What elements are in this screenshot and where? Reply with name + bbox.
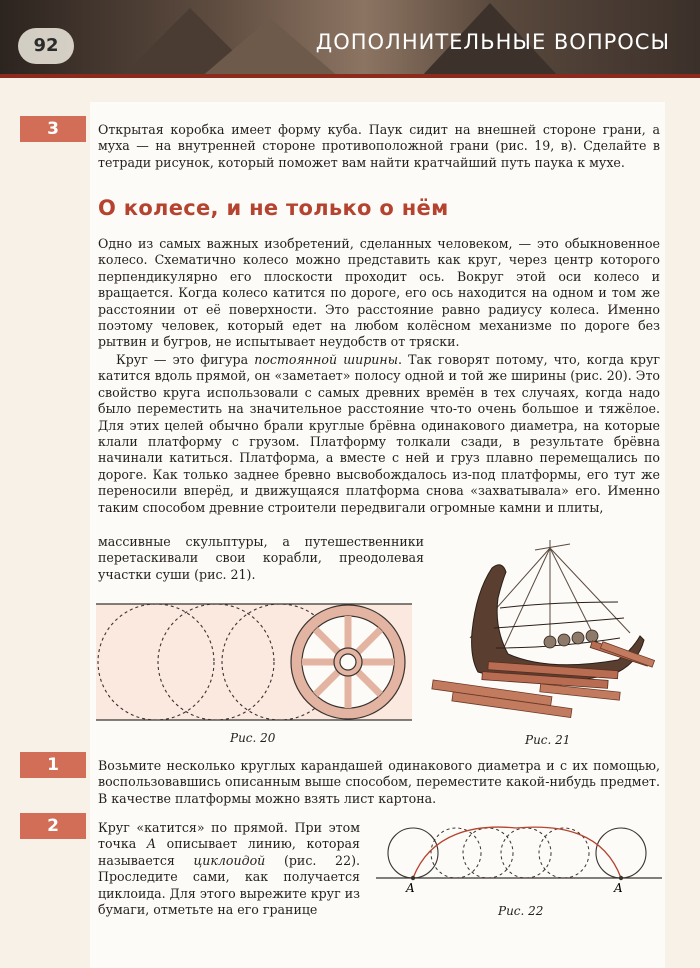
figure-20-caption: Рис. 20 bbox=[230, 731, 276, 745]
header-title: ДОПОЛНИТЕЛЬНЫЕ ВОПРОСЫ bbox=[315, 30, 670, 54]
task-3-text bbox=[98, 122, 660, 171]
task-badge-3: 3 bbox=[20, 116, 86, 142]
task-badge-2: 2 bbox=[20, 813, 86, 839]
point-a-end bbox=[619, 876, 623, 880]
task-1-text bbox=[98, 758, 660, 807]
task-2-paragraph bbox=[98, 820, 360, 918]
paragraph-1 bbox=[98, 236, 660, 351]
task-2-part-c: (рис. 22). Проследите сами, как получается циклоида. Для этого вырежите круг из бумаги, отметьте на его границе bbox=[98, 852, 360, 918]
paragraph-2-narrow bbox=[98, 534, 424, 583]
paragraph-2-start: Круг — это фигура bbox=[116, 352, 255, 367]
task-2-part-a: Круг «катится» по прямой. При этом точка bbox=[98, 820, 360, 852]
task-2-text bbox=[98, 820, 360, 918]
paragraph-2 bbox=[98, 352, 660, 516]
cycloid-circle-dashed bbox=[501, 828, 551, 878]
figure-22-caption: Рис. 22 bbox=[498, 904, 544, 918]
point-a-start bbox=[411, 876, 415, 880]
cycloid-curve bbox=[413, 827, 621, 878]
term-constant-width: постоянной ширины bbox=[254, 352, 398, 367]
paragraph-2-text bbox=[98, 352, 660, 516]
page-number: 92 bbox=[18, 28, 74, 64]
paragraph-2-body: . Так говорят потому, что, когда круг катится вдоль прямой, он «заметает» полосу одной и той же ширины (рис. 20). Это свойство круга использовали с самых древних времён в тех случаях, когда надо было переместить на значительное расстояние что-то очень большое и тяжёлое. Для этих целей обычно брали круглые брёвна одинакового диаметра, на которые клали платформу с грузом. Платформу толкали сзади, в результате брёвна начинали катиться. Платформа, а вместе с ней и груз плавно перемещались по дороге. Как только заднее бревно высвобождалось из-под платформы, его тут же переносили вперёд, и движущаяся платформа снова «захватывала» его. Именно таким способом древние строители передвигали огромные камни и плиты, bbox=[98, 352, 660, 515]
header-stripe bbox=[0, 74, 700, 78]
figure-20 bbox=[96, 596, 412, 728]
paragraph-2-narrow-text: массивные скульптуры, а путешественники перетаскивали свои корабли, преодолевая участки суши (рис. 21). bbox=[98, 534, 424, 582]
page-header bbox=[0, 0, 700, 78]
ship-shields bbox=[544, 630, 598, 648]
task-3-paragraph: Открытая коробка имеет форму куба. Паук сидит на внешней стороне грани, а муха — на внутренней стороне противоположной грани (рис. 19, в). Сделайте в тетради рисунок, который поможет вам найти кратчайший путь паука к мухе. bbox=[98, 122, 660, 170]
wheel bbox=[291, 605, 405, 719]
section-title: О колесе, и не только о нём bbox=[98, 196, 449, 220]
cycloid-circle-dashed bbox=[463, 828, 513, 878]
figure-22 bbox=[376, 818, 662, 902]
label-a-right: A bbox=[614, 881, 623, 895]
figure-21 bbox=[430, 538, 665, 728]
paragraph-1-text: Одно из самых важных изобретений, сделанных человеком, — это обыкновенное колесо. Схематично колесо можно представить как круг, через центр которого перпендикулярно его плоскости проходит ось. Вокруг этой оси колесо и вращается. Когда колесо катится по дороге, его ось находится на одном и том же расстоянии от её поверхности. Это расстояние равно радиусу колеса. Именно поэтому человек, который едет на любом колёсном механизме по дороге без рытвин и бугров, не испытывает неудобств от тряски. bbox=[98, 236, 660, 350]
figure-21-caption: Рис. 21 bbox=[525, 733, 571, 747]
task-2-part-b: описывает линию, которая называется bbox=[98, 836, 361, 868]
label-a-left: A bbox=[406, 881, 415, 895]
task-badge-1: 1 bbox=[20, 752, 86, 778]
point-a-label: A bbox=[146, 836, 156, 852]
task-1-paragraph: Возьмите несколько круглых карандашей одинакового диаметра и с их помощью, воспользовавшись описанным выше способом, переместите какой-нибудь предмет. В качестве платформы можно взять лист картона. bbox=[98, 758, 660, 806]
term-cycloid: циклоидой bbox=[193, 852, 266, 868]
cycloid-circle-end bbox=[596, 828, 646, 878]
